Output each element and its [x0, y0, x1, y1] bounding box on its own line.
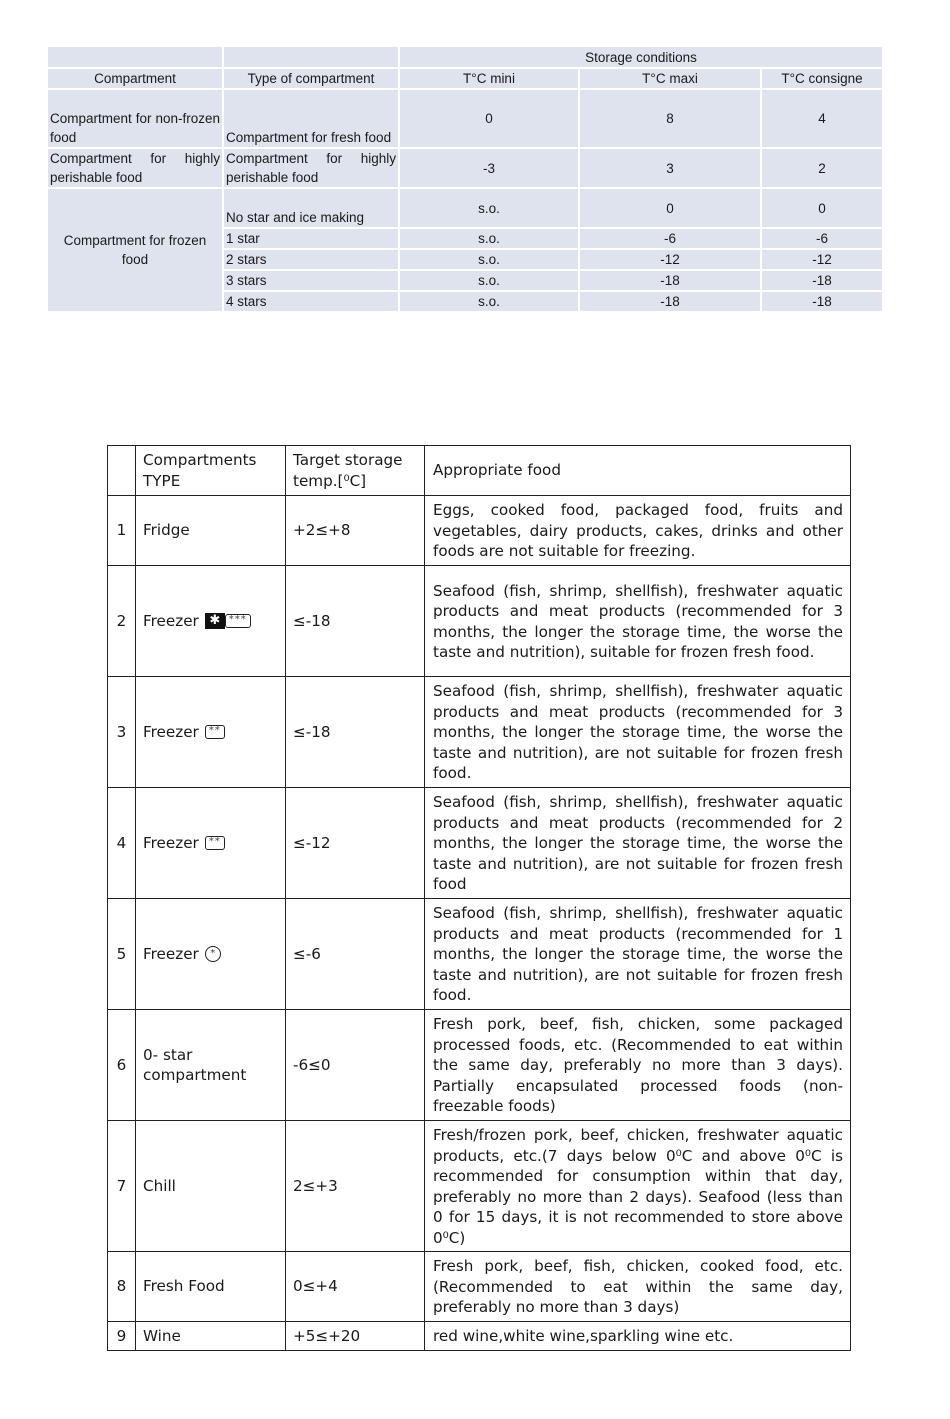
- t1-header-max: T°C maxi: [580, 69, 762, 90]
- t2-cell-food: Seafood (fish, shrimp, shellfish), freshwater aquatic products and meat products (recommended for 3 months, the longer the storage time, the worse the taste and nutrition), are not suitable for frozen fresh food.: [425, 677, 851, 788]
- t2-cell-food: Seafood (fish, shrimp, shellfish), freshwater aquatic products and meat products (recommended for 3 months, the longer the storage time, the worse the taste and nutrition), suitable for frozen fresh food.: [425, 566, 851, 677]
- t1-header-consigne: T°C consigne: [762, 69, 882, 90]
- t1-cell-frozen-compartment: Compartment for frozen food: [48, 189, 224, 313]
- t2-cell-type-cell: [136, 788, 286, 899]
- t1-cell-min: 0: [400, 90, 580, 149]
- food-storage-table: [107, 445, 851, 1351]
- t1-cell-type: 4 stars: [224, 292, 400, 313]
- t1-header-type: Type of compartment: [224, 69, 400, 90]
- t1-cell-min: s.o.: [400, 229, 580, 250]
- t2-cell-type: Chill: [136, 1121, 286, 1252]
- t2-cell-type: Fresh Food: [136, 1252, 286, 1322]
- t2-cell-temp: ≤-18: [286, 566, 425, 677]
- t1-cell-consigne: -6: [762, 229, 882, 250]
- t2-cell-temp: +2≤+8: [286, 496, 425, 566]
- t1-cell-consigne: -18: [762, 292, 882, 313]
- t2-cell-type: 0- star compartment: [136, 1010, 286, 1121]
- t1-header-blank: [48, 47, 224, 69]
- t1-cell-max: -18: [580, 271, 762, 292]
- t2-cell-type: Wine: [136, 1322, 286, 1351]
- t2-cell-temp: -6≤0: [286, 1010, 425, 1121]
- t2-cell-type: Freezer: [143, 944, 199, 963]
- t2-row-number: 8: [108, 1252, 136, 1322]
- t2-cell-type-cell: [136, 566, 286, 677]
- t1-cell-min: s.o.: [400, 271, 580, 292]
- t2-cell-temp: 0≤+4: [286, 1252, 425, 1322]
- t1-header-blank: [224, 47, 400, 69]
- t2-header-type: Compartments TYPE: [136, 446, 286, 496]
- one-star-freezer-icon: *: [205, 946, 221, 962]
- t2-cell-food: Seafood (fish, shrimp, shellfish), freshwater aquatic products and meat products (recommended for 2 months, the longer the storage time, the worse the taste and nutrition), are not suitable for frozen fresh food: [425, 788, 851, 899]
- t1-cell-compartment: Compartment for non-frozen food: [48, 90, 224, 149]
- t1-cell-consigne: 4: [762, 90, 882, 149]
- t1-cell-max: 0: [580, 189, 762, 229]
- t1-cell-consigne: 0: [762, 189, 882, 229]
- t1-cell-max: 8: [580, 90, 762, 149]
- t2-cell-temp: +5≤+20: [286, 1322, 425, 1351]
- t2-cell-temp: ≤-18: [286, 677, 425, 788]
- t1-cell-consigne: 2: [762, 149, 882, 189]
- three-star-freezer-icon: **: [205, 725, 225, 739]
- storage-conditions-table: [48, 47, 882, 313]
- t2-row-number: 5: [108, 899, 136, 1010]
- t1-header-storage-conditions: Storage conditions: [400, 47, 882, 69]
- t2-row-number: 3: [108, 677, 136, 788]
- t2-cell-food: red wine,white wine,sparkling wine etc.: [425, 1322, 851, 1351]
- t2-header-food: Appropriate food: [425, 446, 851, 496]
- t1-cell-min: s.o.: [400, 250, 580, 271]
- t1-cell-type: Compartment for highly perishable food: [224, 149, 400, 189]
- two-star-freezer-icon: **: [205, 836, 225, 850]
- t1-header-min: T°C mini: [400, 69, 580, 90]
- t1-cell-type: 3 stars: [224, 271, 400, 292]
- t2-cell-temp: 2≤+3: [286, 1121, 425, 1252]
- star-mark: ***: [225, 614, 251, 628]
- snowflake-icon: ✱: [205, 613, 225, 629]
- t1-cell-min: s.o.: [400, 292, 580, 313]
- t1-cell-max: -18: [580, 292, 762, 313]
- t1-cell-max: -12: [580, 250, 762, 271]
- t2-cell-type: Freezer: [143, 722, 199, 741]
- t2-cell-type-cell: [136, 899, 286, 1010]
- t1-cell-max: -6: [580, 229, 762, 250]
- t2-row-number: 9: [108, 1322, 136, 1351]
- t1-cell-consigne: -12: [762, 250, 882, 271]
- t2-cell-type-cell: [136, 677, 286, 788]
- t2-cell-temp: ≤-12: [286, 788, 425, 899]
- t1-cell-type: Compartment for fresh food: [224, 90, 400, 149]
- t2-cell-food: Seafood (fish, shrimp, shellfish), freshwater aquatic products and meat products (recommended for 1 months, the longer the storage time, the worse the taste and nutrition), are not suitable for frozen fresh food.: [425, 899, 851, 1010]
- t1-cell-type: 2 stars: [224, 250, 400, 271]
- t1-header-compartment: Compartment: [48, 69, 224, 90]
- t1-cell-type: No star and ice making: [224, 189, 400, 229]
- t2-cell-food: Fresh/frozen pork, beef, chicken, freshwater aquatic products, etc.(7 days below 0⁰C and above 0⁰C is recommended for consumption within that day, preferably no more than 2 days). Seafood (less than 0 for 15 days, it is not recommended to store above 0⁰C): [425, 1121, 851, 1252]
- t1-cell-min: s.o.: [400, 189, 580, 229]
- t2-cell-type: Freezer: [143, 611, 199, 630]
- t2-cell-food: Eggs, cooked food, packaged food, fruits and vegetables, dairy products, cakes, drinks and other foods are not suitable for freezing.: [425, 496, 851, 566]
- t2-row-number: 6: [108, 1010, 136, 1121]
- t1-cell-compartment: Compartment for highly perishable food: [48, 149, 224, 189]
- t2-row-number: 7: [108, 1121, 136, 1252]
- t2-row-number: 4: [108, 788, 136, 899]
- t2-cell-food: Fresh pork, beef, fish, chicken, some packaged processed foods, etc. (Recommended to eat within the same day, preferably no more than 3 days). Partially encapsulated processed foods (non-freezable foods): [425, 1010, 851, 1121]
- t1-cell-max: 3: [580, 149, 762, 189]
- t2-row-number: 1: [108, 496, 136, 566]
- t2-header-blank: [108, 446, 136, 496]
- t2-cell-temp: ≤-6: [286, 899, 425, 1010]
- four-star-freezer-icon: [205, 611, 251, 632]
- t2-cell-type: Fridge: [136, 496, 286, 566]
- t2-cell-food: Fresh pork, beef, fish, chicken, cooked food, etc. (Recommended to eat within the same day, preferably no more than 3 days): [425, 1252, 851, 1322]
- t2-cell-type: Freezer: [143, 833, 199, 852]
- t2-row-number: 2: [108, 566, 136, 677]
- t1-cell-consigne: -18: [762, 271, 882, 292]
- t2-header-temp: Target storage temp.[⁰C]: [286, 446, 425, 496]
- t1-cell-min: -3: [400, 149, 580, 189]
- t1-cell-type: 1 star: [224, 229, 400, 250]
